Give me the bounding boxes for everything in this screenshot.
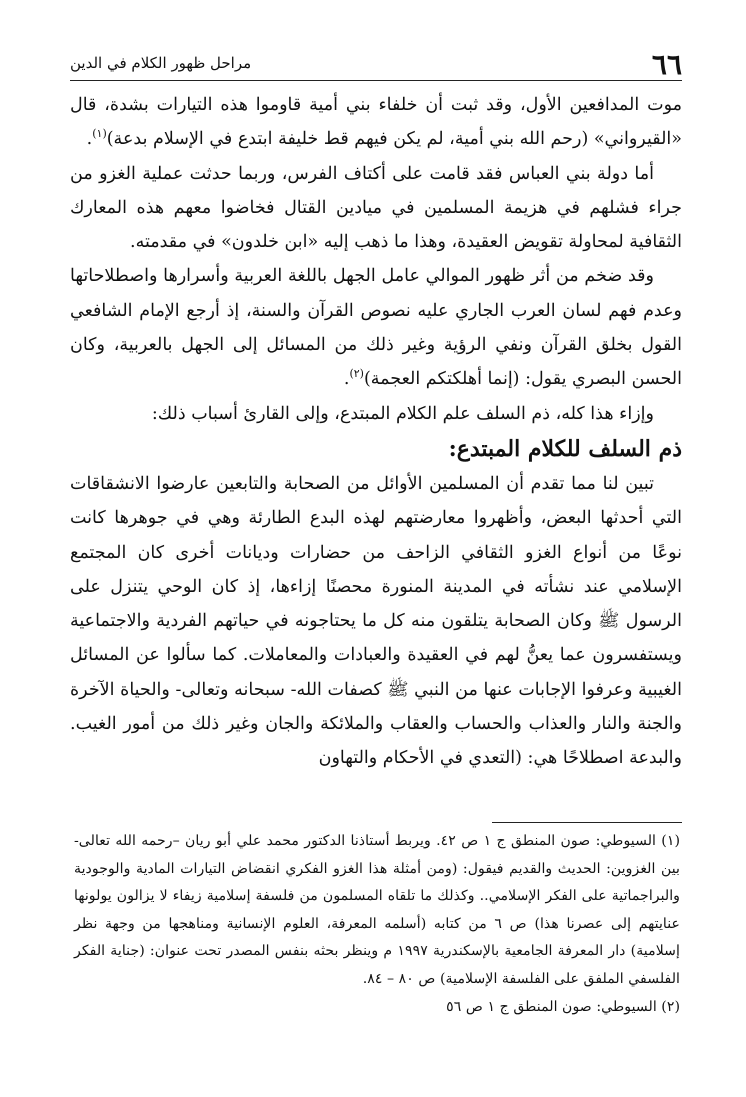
page-number: ٦٦ <box>651 48 682 81</box>
footnote-separator <box>492 822 682 823</box>
paragraph-text: موت المدافعين الأول، وقد ثبت أن خلفاء بني أمية قاوموا هذه التيارات بشدة، قال «القيرواني» (رحم الله بني أمية، لم يكن فيهم قط خليفة ابتدع في الإسلام بدعة) <box>70 95 682 150</box>
footnote-reference: (٢) <box>349 367 364 381</box>
paragraph-end: . <box>86 129 93 150</box>
paragraph <box>70 88 682 157</box>
footnote-1: (١) السيوطي: صون المنطق ج ١ ص ٤٢. ويربط أستاذنا الدكتور محمد علي أبو ريان –رحمه الله تعالى- بين الغزوين: الحديث والقديم فيقول: (ومن أمثلة هذا الغزو الفكري انقضاض التيارات المادية والوجودية والبراجماتية على الفكر الإسلامي.. وكذلك ما تلقاه المسلمون من فلسفة إسلامية زيفاء لا يزالون يولونها عنايتهم إلى عصرنا هذا) ص ٦ من كتابه (أسلمه المعرفة، العلوم الإنسانية ومناهجها من وجهة نظر إسلامية) دار المعرفة الجامعية بالإسكندرية ١٩٩٧ م وينظر بحثه بنفس المصدر تحت عنوان: (جناية الفكر الفلسفي الملفق على الفلسفة الإسلامية) ص ٨٠ – ٨٤. <box>74 833 680 987</box>
running-title: مراحل ظهور الكلام في الدين <box>70 54 252 72</box>
footnote-reference: (١) <box>92 127 107 141</box>
paragraph-text: وقد ضخم من أثر ظهور الموالي عامل الجهل باللغة العربية وأسرارها واصطلاحاتها وعدم فهم لسان العرب الجاري عليه نصوص القرآن والسنة، إذ أرجع الإمام الشافعي القول بخلق القرآن ونفي الرؤية وغير ذلك من المسائل إلى الجهل بالعربية، وكان الحسن البصري يقول: (إنما أهلكتكم العجمة) <box>70 266 682 390</box>
main-text <box>70 88 682 776</box>
section-heading: ذم السلف للكلام المبتدع: <box>448 435 682 462</box>
page-header <box>70 48 682 81</box>
paragraph <box>70 259 682 396</box>
paragraph: تبين لنا مما تقدم أن المسلمين الأوائل من الصحابة والتابعين عارضوا الانشقاقات التي أحدثها البعض، وأظهروا معارضتهم لهذه البدع الطارئة وهي في جوهرها كانت نوعًا من أنواع الغزو الثقافي الزاحف من حضارات وديانات أخرى كان المجتمع الإسلامي عند نشأته في المدينة المنورة محصنًا إزاءها، إذ كان الوحي يتنزل على الرسول ﷺ وكان الصحابة يتلقون منه كل ما يحتاجونه في حياتهم الفردية والاجتماعية ويستفسرون عما يعنُّ لهم في العقيدة والعبادات والمعاملات. كما سألوا عن المسائل الغيبية وعرفوا الإجابات عنها من النبي ﷺ كصفات الله- سبحانه وتعالى- والحياة الآخرة والجنة والنار والعذاب والحساب والعقاب والملائكة والجان وغير ذلك من أمور الغيب. والبدعة اصطلاحًا هي: (التعدي في الأحكام والتهاون <box>70 473 682 769</box>
footnote-2: (٢) السيوطي: صون المنطق ج ١ ص ٥٦ <box>446 998 680 1015</box>
paragraph: أما دولة بني العباس فقد قامت على أكتاف الفرس، وربما حدثت عملية الغزو من جراء فشلهم في هزيمة المسلمين في ميادين القتال فخاضوا معهم هذه المعارك الثقافية لمحاولة تقويض العقيدة، وهذا ما ذهب إليه «ابن خلدون» في مقدمته. <box>70 163 682 253</box>
paragraph: وإزاء هذا كله، ذم السلف علم الكلام المبتدع، وإلى القارئ أسباب ذلك: <box>151 403 654 424</box>
footnotes <box>74 828 680 1021</box>
paragraph-end: . <box>343 369 350 390</box>
header-rule <box>70 80 682 81</box>
